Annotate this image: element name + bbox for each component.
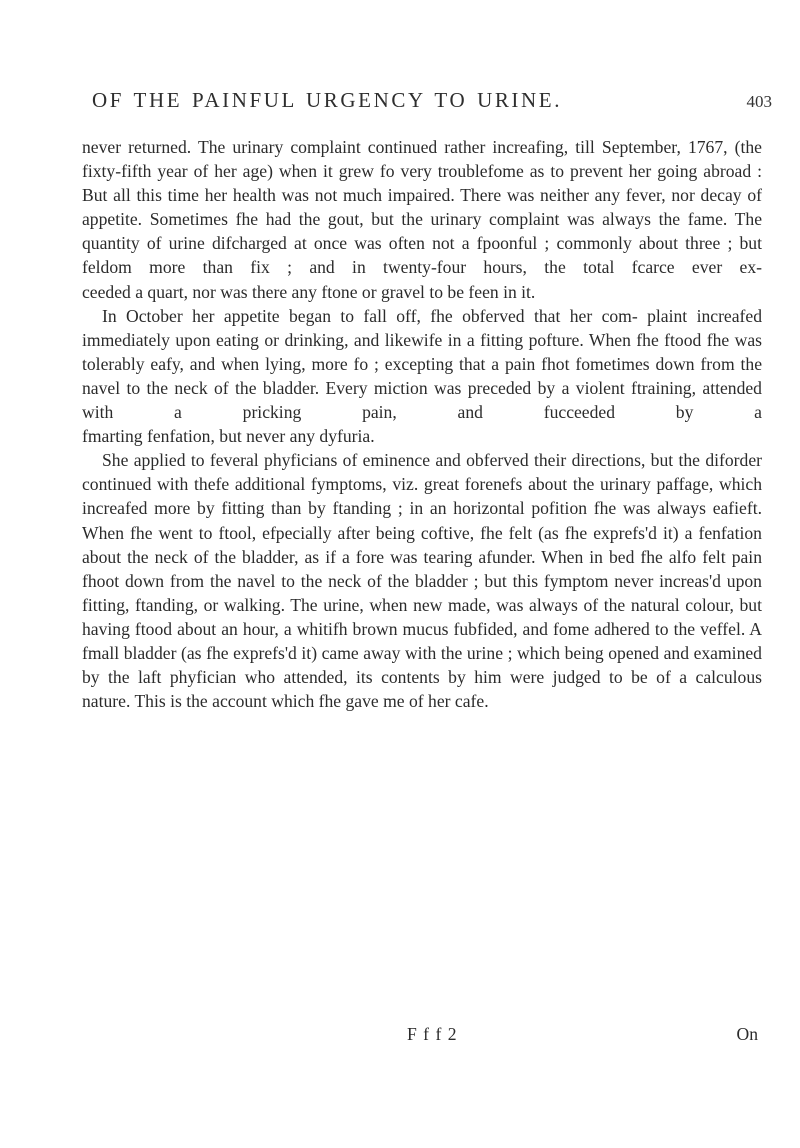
signature-mark: F f f 2: [407, 1024, 458, 1044]
text-line: lying, more fo ; excepting that a pain fhot fometimes down from the: [265, 353, 762, 374]
text-line: attended, its contents by him were judged to be of a calculous: [283, 667, 762, 688]
text-line: down from the navel to the neck of the bladder ; but this fymptom: [124, 570, 609, 591]
paragraph-last-line: [82, 424, 762, 448]
text-line: felt (as fhe exprefs'd it) a fenfation about the neck of the bladder, as: [82, 522, 762, 567]
text-line: complaint was always the fame. The quantity of urine difcharged at: [82, 209, 763, 254]
text-line: navel to the neck of the bladder. Every miction was preceded by a: [82, 377, 570, 398]
text-line: if a fore was tearing afunder. When in bed fhe alfo felt pain fhoot: [82, 546, 762, 591]
text-line: more than fix ; and in twenty-four hours, the total fcarce ever ex-: [149, 257, 762, 278]
text-line: nature. This is the account which fhe gave me of her cafe.: [82, 691, 489, 712]
text-line: violent ftraining, attended with a pricking pain, and fucceeded by a: [82, 377, 762, 423]
paragraph: [82, 135, 762, 280]
text-line: She applied to feveral phyficians of eminence and obferved their: [102, 450, 567, 471]
text-line: never increas'd upon fitting, ftanding, or walking. The urine, when: [82, 570, 762, 615]
paragraph: [82, 304, 762, 424]
text-line: once was often not a fpoonful ; commonly about three ; but feldom: [82, 233, 762, 278]
page-footer: [82, 1024, 762, 1050]
text-line: ceeded a quart, nor was there any ftone or gravel to be feen in it.: [82, 281, 536, 302]
text-line: nor decay of appetite. Sometimes fhe had the gout, but the urinary: [82, 185, 762, 230]
text-line: new made, was always of the natural colour, but having ftood about: [82, 594, 762, 639]
text-line: fitting than by ftanding ; in an horizontal pofition fhe was always: [221, 498, 706, 519]
text-line: veffel. A fmall bladder (as fhe exprefs'd it) came away with the: [82, 618, 762, 663]
paragraph-last-line: [82, 280, 762, 304]
text-line: till September, 1767, (the fixty-fifth year of her age) when it grew fo: [82, 137, 762, 182]
text-line: directions, but the diforder continued with thefe additional fymptoms,: [82, 450, 762, 495]
body-text: [82, 135, 762, 713]
paragraph: [82, 448, 762, 689]
paragraph-last-line: [82, 689, 762, 713]
text-line: plaint increafed immediately upon eating or drinking, and likewife in: [82, 305, 763, 350]
text-line: eafieft. When fhe went to ftool, efpecially after being coftive, fhe: [82, 498, 763, 543]
text-line: an hour, a whitifh brown mucus fubfided, and fome adhered to the: [221, 618, 696, 639]
page-header: [82, 88, 772, 122]
text-line: urine ; which being opened and examined by the laft phyfician who: [82, 642, 762, 688]
text-line: never returned. The urinary complaint continued rather increafing,: [82, 137, 569, 157]
running-head: OF THE PAINFUL URGENCY TO URINE.: [92, 88, 563, 112]
text-line: a fitting pofture. When fhe ftood fhe was tolerably eafy, and when: [82, 329, 762, 374]
page-number: 403: [746, 92, 772, 111]
text-line: viz. great forenefs about the urinary paffage, which increafed more by: [82, 474, 762, 519]
catchword: On: [736, 1024, 758, 1044]
text-line: very troublefome as to prevent her going abroad : But all this time: [82, 161, 762, 206]
text-line: In October her appetite began to fall off, fhe obferved that her com-: [102, 305, 638, 326]
text-line: fmarting fenfation, but never any dyfuria.: [82, 426, 375, 447]
text-line: her health was not much impaired. There was neither any fever,: [204, 185, 666, 206]
